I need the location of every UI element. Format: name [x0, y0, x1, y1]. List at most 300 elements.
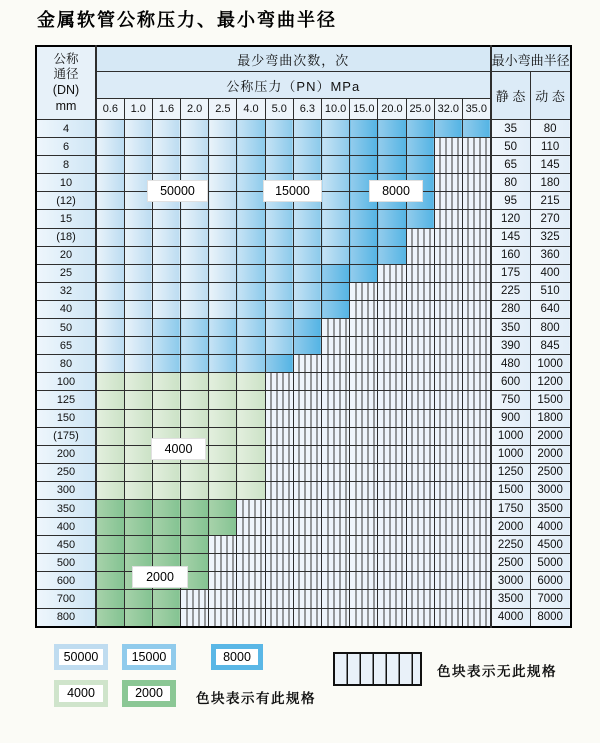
no-spec-cell [322, 608, 350, 627]
static-radius-value: 2250 [491, 536, 530, 554]
static-radius-value: 95 [491, 192, 530, 210]
static-radius-value: 1250 [491, 463, 530, 481]
spec-cell [124, 391, 152, 409]
spec-cell [322, 192, 350, 210]
static-radius-value: 175 [491, 264, 530, 282]
spec-cell [209, 391, 237, 409]
spec-cell [152, 319, 180, 337]
no-spec-cell [237, 590, 265, 608]
pressure-col-header: 2.5 [209, 99, 237, 120]
spec-cell [152, 156, 180, 174]
spec-cell [124, 228, 152, 246]
table-row [36, 282, 571, 300]
spec-cell [181, 536, 209, 554]
spec-cell [124, 373, 152, 391]
no-spec-cell [209, 572, 237, 590]
spec-cell [152, 228, 180, 246]
static-radius-value: 65 [491, 156, 530, 174]
spec-cell [124, 409, 152, 427]
static-radius-value: 1000 [491, 445, 530, 463]
spec-cell [265, 210, 293, 228]
no-spec-cell [434, 264, 462, 282]
spec-cell [152, 391, 180, 409]
no-spec-cell [322, 391, 350, 409]
no-spec-cell [378, 518, 406, 536]
spec-cell [209, 499, 237, 517]
no-spec-cell [322, 445, 350, 463]
no-spec-cell [406, 264, 434, 282]
no-spec-cell [434, 499, 462, 517]
no-spec-cell [462, 608, 490, 627]
no-spec-cell [181, 590, 209, 608]
static-radius-value: 145 [491, 228, 530, 246]
no-spec-cell [434, 445, 462, 463]
spec-cell [209, 445, 237, 463]
page-title: 金属软管公称压力、最小弯曲半径 [37, 10, 337, 30]
spec-cell [237, 120, 265, 138]
dn-label: 600 [36, 572, 96, 590]
table-row [36, 228, 571, 246]
spec-cell [293, 319, 321, 337]
pressure-col-header: 35.0 [462, 99, 490, 120]
zone-label-50000: 50000 [147, 180, 208, 202]
spec-cell [322, 120, 350, 138]
spec-cell [209, 355, 237, 373]
static-radius-value: 1750 [491, 499, 530, 517]
spec-cell [96, 210, 124, 228]
no-spec-cell [209, 536, 237, 554]
pressure-col-header: 2.0 [181, 99, 209, 120]
pressure-col-header: 0.6 [96, 99, 124, 120]
spec-cell [265, 282, 293, 300]
spec-cell [237, 264, 265, 282]
pressure-col-header: 4.0 [237, 99, 265, 120]
spec-cell [124, 246, 152, 264]
dn-label: 100 [36, 373, 96, 391]
static-radius-value: 80 [491, 174, 530, 192]
spec-cell [237, 246, 265, 264]
dynamic-radius-value: 4000 [530, 518, 571, 536]
spec-cell [96, 156, 124, 174]
spec-cell [152, 608, 180, 627]
dynamic-radius-value: 215 [530, 192, 571, 210]
dn-label: 32 [36, 282, 96, 300]
no-spec-cell [406, 499, 434, 517]
no-spec-cell [434, 228, 462, 246]
spec-cell [152, 337, 180, 355]
spec-cell [350, 120, 378, 138]
spec-cell [209, 282, 237, 300]
no-spec-cell [462, 445, 490, 463]
no-spec-cell [378, 391, 406, 409]
table-row [36, 481, 571, 499]
no-spec-cell [293, 445, 321, 463]
no-spec-cell [322, 481, 350, 499]
dynamic-radius-value: 6000 [530, 572, 571, 590]
dynamic-radius-value: 8000 [530, 608, 571, 627]
dn-label: 80 [36, 355, 96, 373]
spec-cell [96, 445, 124, 463]
no-spec-cell [350, 337, 378, 355]
spec-cell [237, 481, 265, 499]
table-row [36, 590, 571, 608]
spec-cell [209, 210, 237, 228]
no-spec-cell [237, 554, 265, 572]
no-spec-cell [322, 355, 350, 373]
no-spec-cell [350, 499, 378, 517]
no-spec-cell [406, 427, 434, 445]
dynamic-radius-value: 145 [530, 156, 571, 174]
no-spec-cell [181, 608, 209, 627]
spec-cell [350, 210, 378, 228]
no-spec-cell [406, 554, 434, 572]
spec-cell [181, 391, 209, 409]
dynamic-radius-value: 1200 [530, 373, 571, 391]
no-spec-cell [462, 264, 490, 282]
no-spec-cell [462, 590, 490, 608]
table-row [36, 554, 571, 572]
no-spec-cell [462, 481, 490, 499]
no-spec-cell [350, 463, 378, 481]
dn-label: 8 [36, 156, 96, 174]
spec-cell [209, 192, 237, 210]
legend-swatch-2000 [122, 680, 176, 707]
table-row [36, 337, 571, 355]
table-row [36, 156, 571, 174]
spec-cell [181, 409, 209, 427]
no-spec-cell [237, 572, 265, 590]
no-spec-cell [462, 427, 490, 445]
dn-label: 300 [36, 481, 96, 499]
dynamic-radius-value: 4500 [530, 536, 571, 554]
no-spec-cell [322, 554, 350, 572]
spec-cell [124, 355, 152, 373]
spec-cell [237, 445, 265, 463]
spec-cell [181, 481, 209, 499]
no-spec-cell [434, 156, 462, 174]
spec-cell [181, 300, 209, 318]
no-spec-cell [462, 355, 490, 373]
spec-cell [152, 463, 180, 481]
no-spec-cell [406, 445, 434, 463]
static-radius-value: 600 [491, 373, 530, 391]
dynamic-radius-value: 3500 [530, 499, 571, 517]
legend-swatch-label: 50000 [63, 650, 99, 664]
nominal-pressure-header: 公称压力（PN）MPa [96, 72, 491, 99]
spec-cell [209, 427, 237, 445]
table-row [36, 409, 571, 427]
spec-cell [96, 228, 124, 246]
no-spec-cell [265, 463, 293, 481]
dynamic-radius-value: 800 [530, 319, 571, 337]
spec-cell [181, 319, 209, 337]
no-spec-cell [293, 536, 321, 554]
spec-cell [322, 246, 350, 264]
no-spec-cell [350, 590, 378, 608]
dynamic-radius-value: 360 [530, 246, 571, 264]
no-spec-cell [322, 590, 350, 608]
spec-cell [181, 518, 209, 536]
static-radius-value: 280 [491, 300, 530, 318]
spec-cell [237, 174, 265, 192]
spec-cell [406, 210, 434, 228]
spec-cell [293, 264, 321, 282]
spec-cell [265, 319, 293, 337]
pressure-values-row [36, 99, 571, 120]
no-spec-cell [265, 481, 293, 499]
no-spec-cell [462, 536, 490, 554]
spec-cell [96, 138, 124, 156]
spec-cell [96, 264, 124, 282]
spec-cell [181, 120, 209, 138]
no-spec-cell [322, 427, 350, 445]
legend-no-spec-text: 色块表示无此规格 [437, 664, 557, 679]
spec-cell [124, 282, 152, 300]
no-spec-cell [406, 409, 434, 427]
spec-cell [293, 300, 321, 318]
no-spec-cell [406, 337, 434, 355]
spec-cell [265, 228, 293, 246]
no-spec-cell [434, 282, 462, 300]
no-spec-cell [378, 282, 406, 300]
no-spec-cell [378, 373, 406, 391]
spec-cell [152, 499, 180, 517]
spec-cell [181, 463, 209, 481]
no-spec-cell [434, 300, 462, 318]
dn-label: 800 [36, 608, 96, 627]
no-spec-cell [265, 554, 293, 572]
no-spec-cell [434, 355, 462, 373]
no-spec-cell [378, 445, 406, 463]
spec-cell [181, 282, 209, 300]
no-spec-cell [350, 300, 378, 318]
spec-cell [265, 138, 293, 156]
bend-cycles-header: 最少弯曲次数，次 [96, 46, 491, 72]
no-spec-cell [434, 518, 462, 536]
spec-cell [406, 156, 434, 174]
spec-cell [265, 246, 293, 264]
no-spec-cell [462, 518, 490, 536]
spec-cell [209, 463, 237, 481]
no-spec-cell [406, 246, 434, 264]
spec-cell [237, 192, 265, 210]
spec-cell [237, 210, 265, 228]
spec-cell [378, 228, 406, 246]
table-row [36, 445, 571, 463]
spec-cell [96, 337, 124, 355]
no-spec-cell [434, 409, 462, 427]
no-spec-cell [462, 463, 490, 481]
no-spec-cell [265, 427, 293, 445]
no-spec-cell [322, 499, 350, 517]
no-spec-cell [350, 282, 378, 300]
dn-label: 450 [36, 536, 96, 554]
dn-label: 350 [36, 499, 96, 517]
no-spec-cell [293, 427, 321, 445]
spec-cell [152, 536, 180, 554]
spec-cell [96, 590, 124, 608]
no-spec-cell [265, 518, 293, 536]
spec-cell [350, 156, 378, 174]
spec-cell [209, 228, 237, 246]
spec-cell [152, 409, 180, 427]
spec-cell [209, 138, 237, 156]
no-spec-cell [322, 572, 350, 590]
no-spec-cell [237, 608, 265, 627]
spec-cell [152, 246, 180, 264]
no-spec-cell [265, 572, 293, 590]
spec-cell [350, 246, 378, 264]
dn-header-line: 通径 [53, 67, 79, 82]
spec-cell [124, 536, 152, 554]
legend-swatch-8000 [211, 644, 263, 670]
no-spec-cell [378, 554, 406, 572]
spec-cell [209, 373, 237, 391]
dynamic-radius-value: 270 [530, 210, 571, 228]
no-spec-cell [462, 174, 490, 192]
no-spec-cell [350, 536, 378, 554]
spec-cell [378, 210, 406, 228]
spec-cell [265, 120, 293, 138]
static-radius-value: 350 [491, 319, 530, 337]
spec-cell [96, 518, 124, 536]
no-spec-cell [378, 590, 406, 608]
no-spec-cell [378, 264, 406, 282]
dynamic-radius-value: 3000 [530, 481, 571, 499]
dynamic-radius-value: 510 [530, 282, 571, 300]
spec-cell [237, 355, 265, 373]
static-radius-value: 1500 [491, 481, 530, 499]
min-bend-radius-header: 最小弯曲半径 [491, 46, 571, 72]
spec-cell [322, 138, 350, 156]
spec-cell [124, 499, 152, 517]
static-radius-value: 480 [491, 355, 530, 373]
static-radius-value: 1000 [491, 427, 530, 445]
no-spec-cell [237, 499, 265, 517]
spec-cell [462, 120, 490, 138]
no-spec-cell [350, 608, 378, 627]
no-spec-cell [350, 391, 378, 409]
no-spec-cell [406, 572, 434, 590]
table-row [36, 536, 571, 554]
spec-cell [152, 481, 180, 499]
no-spec-cell [322, 337, 350, 355]
no-spec-cell [406, 355, 434, 373]
no-spec-cell [406, 590, 434, 608]
no-spec-cell [462, 210, 490, 228]
no-spec-cell [265, 536, 293, 554]
spec-cell [209, 319, 237, 337]
spec-cell [293, 210, 321, 228]
spec-cell [96, 481, 124, 499]
no-spec-cell [462, 192, 490, 210]
no-spec-cell [293, 518, 321, 536]
no-spec-cell [293, 391, 321, 409]
spec-cell [124, 445, 152, 463]
dn-header-line: mm [55, 98, 77, 113]
spec-cell [152, 120, 180, 138]
spec-cell [237, 319, 265, 337]
no-spec-cell [434, 590, 462, 608]
dynamic-radius-value: 7000 [530, 590, 571, 608]
spec-cell [209, 156, 237, 174]
spec-cell [124, 210, 152, 228]
dynamic-radius-value: 110 [530, 138, 571, 156]
no-spec-cell [209, 608, 237, 627]
spec-cell [96, 192, 124, 210]
spec-cell [124, 427, 152, 445]
pressure-col-header: 32.0 [434, 99, 462, 120]
dynamic-radius-value: 1500 [530, 391, 571, 409]
dn-label: 150 [36, 409, 96, 427]
zone-label-4000: 4000 [151, 438, 206, 460]
no-spec-cell [462, 391, 490, 409]
legend-swatch-label: 4000 [67, 686, 95, 700]
no-spec-cell [434, 373, 462, 391]
spec-cell [181, 355, 209, 373]
spec-cell [209, 337, 237, 355]
spec-cell [124, 120, 152, 138]
spec-cell [152, 300, 180, 318]
spec-cell [209, 518, 237, 536]
no-spec-cell [293, 409, 321, 427]
table-row [36, 499, 571, 517]
static-column-header: 静 态 [491, 72, 530, 120]
spec-cell [181, 337, 209, 355]
no-spec-cell [322, 536, 350, 554]
spec-cell [237, 156, 265, 174]
dynamic-radius-value: 5000 [530, 554, 571, 572]
spec-cell [124, 608, 152, 627]
table-row [36, 138, 571, 156]
no-spec-cell [434, 391, 462, 409]
spec-cell [322, 282, 350, 300]
no-spec-cell [350, 319, 378, 337]
spec-cell [209, 264, 237, 282]
spec-cell [96, 319, 124, 337]
spec-cell [124, 264, 152, 282]
no-spec-cell [434, 481, 462, 499]
static-radius-value: 160 [491, 246, 530, 264]
no-spec-cell [434, 427, 462, 445]
dn-column-header [36, 46, 96, 120]
spec-cell [181, 373, 209, 391]
no-spec-cell [434, 319, 462, 337]
spec-cell [124, 319, 152, 337]
no-spec-cell [434, 536, 462, 554]
dn-label: (175) [36, 427, 96, 445]
spec-cell [293, 156, 321, 174]
spec-cell [181, 264, 209, 282]
spec-cell [322, 228, 350, 246]
no-spec-cell [265, 608, 293, 627]
dn-label: 700 [36, 590, 96, 608]
dn-label: 10 [36, 174, 96, 192]
no-spec-cell [462, 337, 490, 355]
no-spec-cell [434, 608, 462, 627]
spec-cell [96, 174, 124, 192]
no-spec-cell [322, 409, 350, 427]
spec-cell [124, 337, 152, 355]
legend-no-spec-swatch [333, 652, 422, 686]
spec-cell [322, 174, 350, 192]
dn-label: 250 [36, 463, 96, 481]
spec-cell [293, 337, 321, 355]
no-spec-cell [322, 319, 350, 337]
spec-cell [237, 463, 265, 481]
static-radius-value: 2500 [491, 554, 530, 572]
spec-cell [322, 210, 350, 228]
